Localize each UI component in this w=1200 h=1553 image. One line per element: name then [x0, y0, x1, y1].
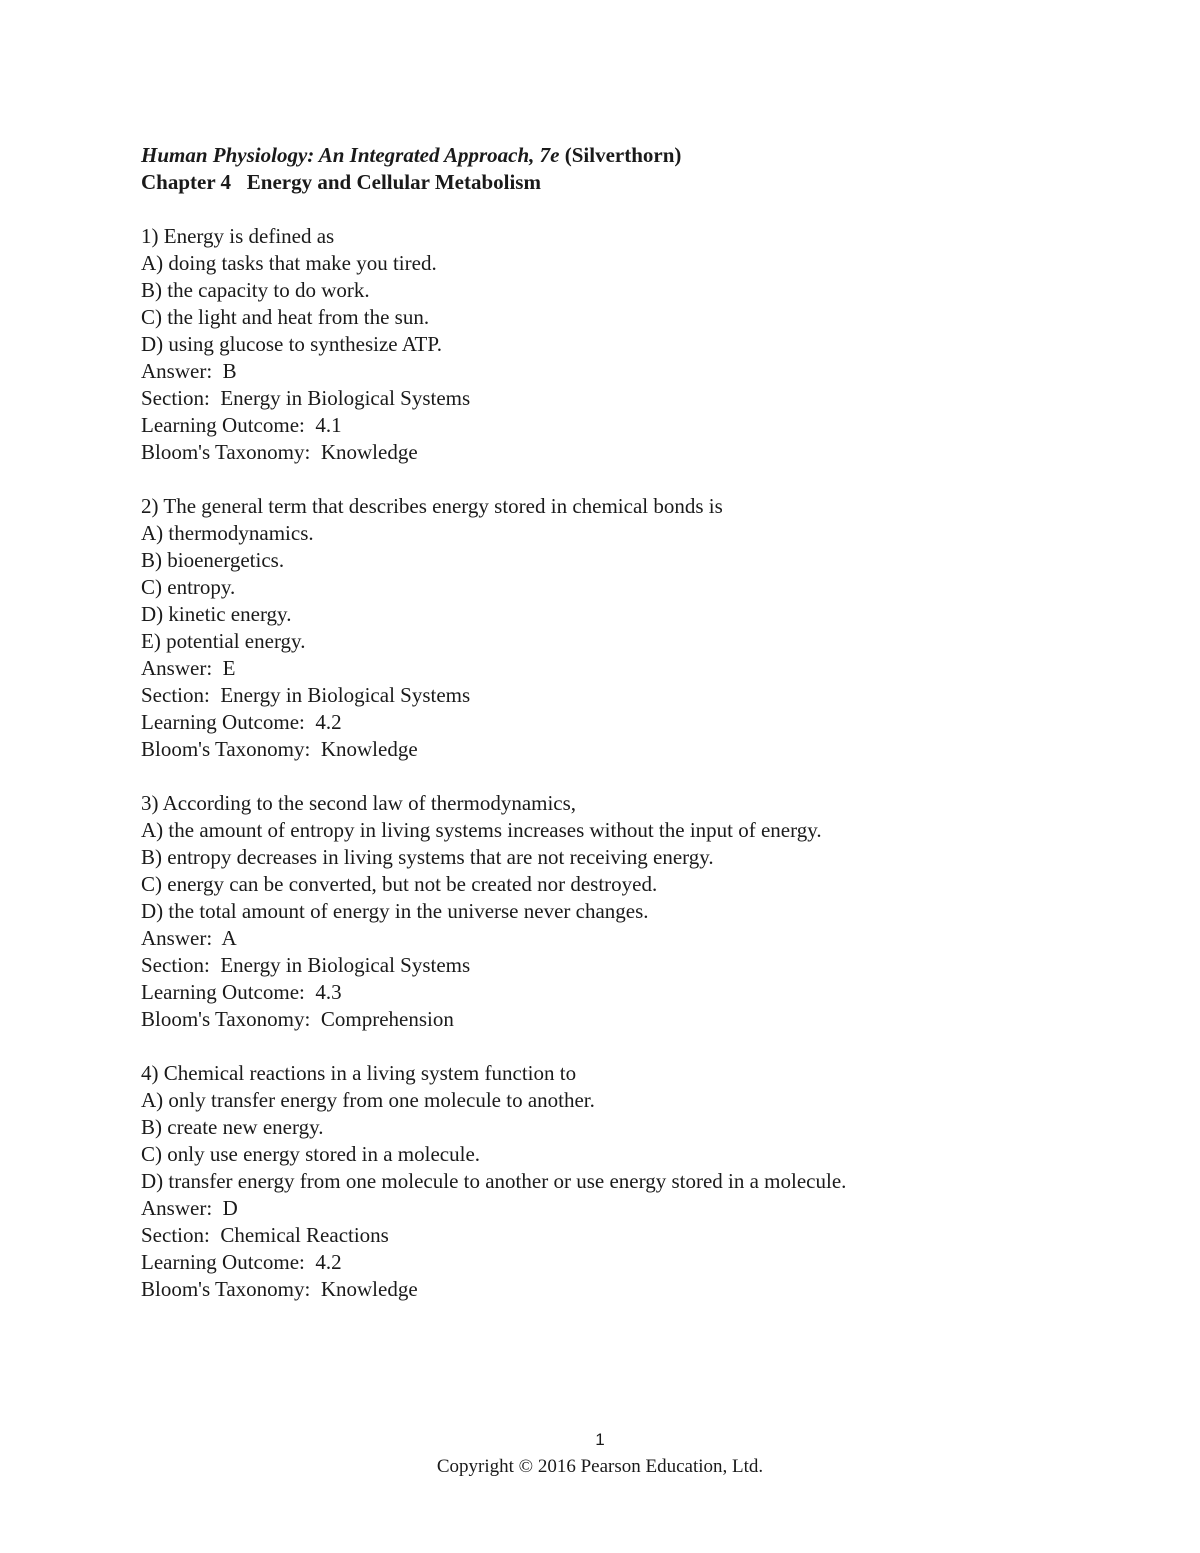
answer-key: Answer: B: [141, 359, 237, 383]
answer-option: B) the capacity to do work.: [141, 278, 370, 302]
book-title: Human Physiology: An Integrated Approach, 7e: [141, 143, 560, 167]
question-stem: 1) Energy is defined as: [141, 224, 335, 248]
learning-outcome: Learning Outcome: 4.2: [141, 710, 342, 734]
blooms-taxonomy: Bloom's Taxonomy: Knowledge: [141, 737, 418, 761]
question-stem: 2) The general term that describes energy stored in chemical bonds is: [141, 494, 723, 518]
answer-key: Answer: E: [141, 656, 236, 680]
learning-outcome: Learning Outcome: 4.2: [141, 1250, 342, 1274]
question-2: [141, 493, 1101, 763]
answer-option: C) entropy.: [141, 575, 236, 599]
answer-option: A) only transfer energy from one molecule to another.: [141, 1088, 595, 1112]
spacer: [141, 196, 1101, 223]
section-info: Section: Energy in Biological Systems: [141, 953, 471, 977]
learning-outcome: Learning Outcome: 4.1: [141, 413, 342, 437]
book-title-line: [141, 142, 1101, 169]
answer-option: D) the total amount of energy in the universe never changes.: [141, 899, 649, 923]
question-1: [141, 223, 1101, 466]
section-info: Section: Energy in Biological Systems: [141, 683, 471, 707]
chapter-heading: [141, 169, 1101, 196]
chapter-title: Energy and Cellular Metabolism: [246, 170, 541, 194]
answer-option: A) doing tasks that make you tired.: [141, 251, 437, 275]
answer-option: D) transfer energy from one molecule to another or use energy stored in a molecule.: [141, 1169, 847, 1193]
section-info: Section: Energy in Biological Systems: [141, 386, 471, 410]
answer-option: B) bioenergetics.: [141, 548, 285, 572]
answer-option: B) entropy decreases in living systems that are not receiving energy.: [141, 845, 714, 869]
answer-option: D) kinetic energy.: [141, 602, 292, 626]
answer-option: E) potential energy.: [141, 629, 306, 653]
blooms-taxonomy: Bloom's Taxonomy: Knowledge: [141, 1277, 418, 1301]
page-number: 1: [595, 1430, 605, 1449]
page-content: [141, 142, 1101, 1330]
blooms-taxonomy: Bloom's Taxonomy: Comprehension: [141, 1007, 454, 1031]
question-stem: 4) Chemical reactions in a living system function to: [141, 1061, 577, 1085]
learning-outcome: Learning Outcome: 4.3: [141, 980, 342, 1004]
question-stem: 3) According to the second law of thermodynamics,: [141, 791, 577, 815]
copyright-notice: Copyright © 2016 Pearson Education, Ltd.: [436, 1456, 764, 1477]
question-3: [141, 790, 1101, 1033]
answer-option: C) only use energy stored in a molecule.: [141, 1142, 481, 1166]
answer-option: A) the amount of entropy in living systems increases without the input of energy.: [141, 818, 822, 842]
section-info: Section: Chemical Reactions: [141, 1223, 389, 1247]
answer-option: C) the light and heat from the sun.: [141, 305, 430, 329]
answer-option: C) energy can be converted, but not be created nor destroyed.: [141, 872, 658, 896]
question-4: [141, 1060, 1101, 1303]
book-author: (Silverthorn): [564, 143, 682, 167]
blooms-taxonomy: Bloom's Taxonomy: Knowledge: [141, 440, 418, 464]
answer-option: D) using glucose to synthesize ATP.: [141, 332, 442, 356]
answer-option: A) thermodynamics.: [141, 521, 314, 545]
answer-key: Answer: D: [141, 1196, 238, 1220]
answer-key: Answer: A: [141, 926, 237, 950]
answer-option: B) create new energy.: [141, 1115, 324, 1139]
chapter-label: Chapter 4: [141, 170, 232, 194]
